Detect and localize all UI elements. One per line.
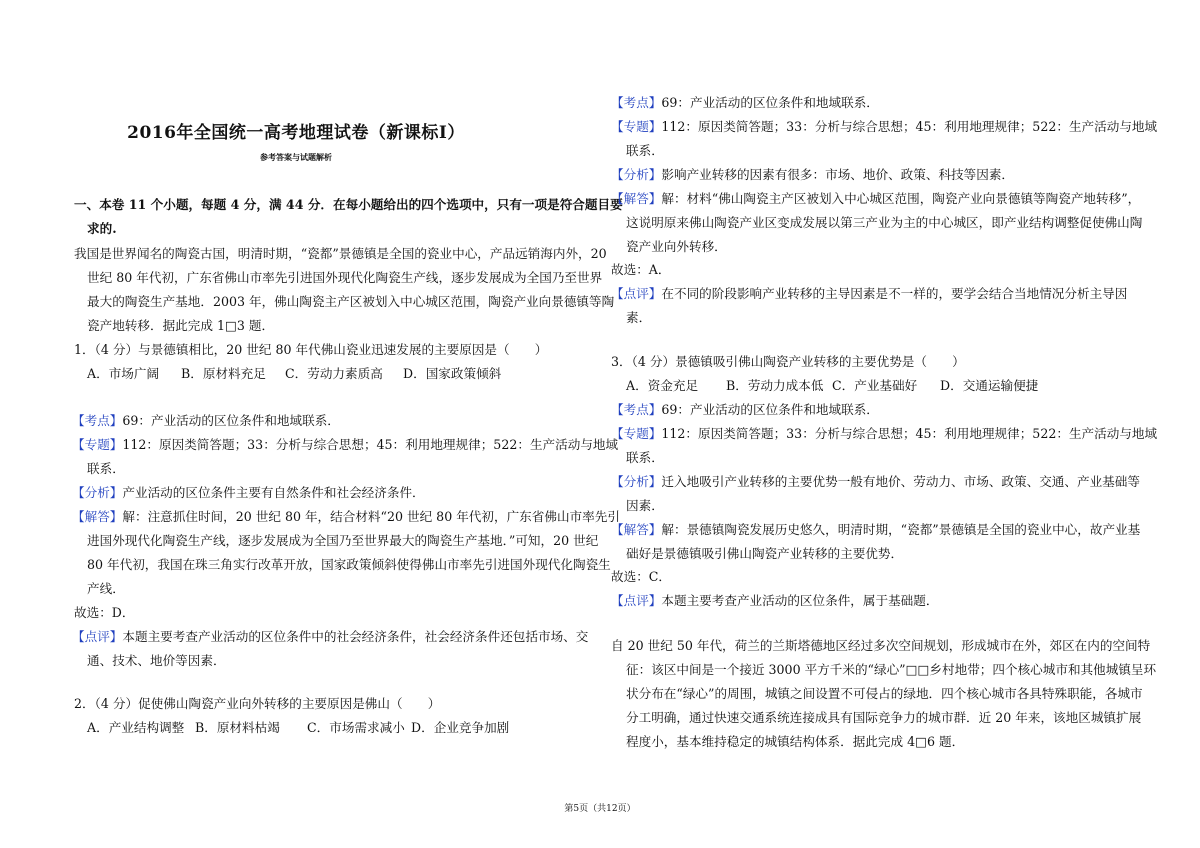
option-d: D．交通运输便捷 [940, 378, 1039, 393]
jieda-cont: 80 年代初，我国在珠三角实行改革开放，国家政策倾斜使得佛山市率先引进国外现代化陶瓷生 [87, 557, 611, 572]
intro-line: 世纪 80 年代初，广东省佛山市率先引进国外现代化陶瓷生产线，逐步发展成为全国乃至世界 [87, 270, 603, 285]
option-a: A．资金充足 [626, 378, 699, 393]
option-a: A．产业结构调整 [87, 720, 185, 735]
question-1-options [74, 362, 501, 386]
fenxi-row [611, 470, 1140, 494]
jieda-tag: 【解答】 [611, 522, 662, 537]
option-b: B．劳动力成本低 [726, 378, 824, 393]
dianping-tag: 【点评】 [72, 629, 123, 644]
zhuanti-tag: 【专题】 [72, 437, 123, 452]
kaodian-tag: 【考点】 [611, 95, 662, 110]
intro-line: 分工明确，通过快速交通系统连接成具有国际竞争力的城市群．近 20 年来，该地区城镇扩展 [626, 710, 1142, 725]
question-1-stem: 1．（4 分）与景德镇相比，20 世纪 80 年代佛山瓷业迅速发展的主要原因是（ ） [74, 342, 548, 357]
zhuanti-cont: 联系． [87, 461, 125, 476]
question-3-stem: 3．（4 分）景德镇吸引佛山陶瓷产业转移的主要优势是（ ） [611, 354, 965, 369]
jieda-text: 解：材料“佛山陶瓷主产区被划入中心城区范围，陶瓷产业向景德镇等陶瓷产地转移”， [661, 191, 1141, 206]
intro-line: 我国是世界闻名的陶瓷古国，明清时期，“瓷都”景德镇是全国的瓷业中心，产品远销海内外，20 [74, 246, 607, 261]
jieda-cont: 进国外现代化陶瓷生产线，逐步发展成为全国乃至世界最大的陶瓷生产基地．”可知，20 世纪 [87, 533, 599, 548]
zhuanti-tag: 【专题】 [611, 119, 662, 134]
jieda-row [611, 518, 1140, 542]
intro-line: 状分布在“绿心”的周围，城镇之间设置不可侵占的绿地．四个核心城市各具特殊职能，各城市 [626, 686, 1143, 701]
option-c: C．产业基础好 [832, 378, 918, 393]
intro-line: 程度小，基本维持稳定的城镇结构体系．据此完成 4□6 题． [626, 734, 965, 749]
answer-choice: 故选：D． [74, 605, 135, 620]
fenxi-text: 迁入地吸引产业转移的主要优势一般有地价、劳动力、市场、政策、交通、产业基础等 [661, 474, 1140, 489]
kaodian-tag: 【考点】 [72, 413, 123, 428]
paper-title: 2016年全国统一高考地理试卷（新课标Ⅰ） [127, 123, 465, 143]
section-heading: 一、本卷 11 个小题，每题 4 分，满 44 分．在每小题给出的四个选项中，只有一项是符合题目要 [74, 197, 623, 212]
kaodian-text: 69：产业活动的区位条件和地域联系． [661, 95, 879, 110]
jieda-cont: 瓷产业向外转移． [626, 239, 727, 254]
kaodian-text: 69：产业活动的区位条件和地域联系． [122, 413, 340, 428]
jieda-text: 解：注意抓住时间，20 世纪 80 年，结合材料“20 世纪 80 年代初，广东省佛山市率先引 [122, 509, 620, 524]
intro-line: 瓷产地转移．据此完成 1□3 题． [87, 318, 275, 333]
zhuanti-text: 112：原因类简答题；33：分析与综合思想；45：利用地理规律；522：生产活动与地域 [661, 426, 1158, 441]
dianping-cont: 素． [626, 310, 652, 325]
dianping-text: 本题主要考查产业活动的区位条件中的社会经济条件，社会经济条件还包括市场、交 [122, 629, 589, 644]
section-heading-cont: 求的. [87, 221, 117, 236]
dianping-text: 在不同的阶段影响产业转移的主导因素是不一样的，要学会结合当地情况分析主导因 [661, 286, 1128, 301]
option-c: C．劳动力素质高 [285, 366, 383, 381]
option-b: B．原材料充足 [181, 366, 266, 381]
zhuanti-tag: 【专题】 [611, 426, 662, 441]
kaodian-row [611, 91, 879, 115]
fenxi-row [72, 481, 425, 505]
jieda-cont: 产线． [87, 581, 125, 596]
kaodian-text: 69：产业活动的区位条件和地域联系． [661, 402, 879, 417]
dianping-row [72, 625, 588, 649]
option-a: A．市场广阔 [87, 366, 160, 381]
fenxi-text: 产业活动的区位条件主要有自然条件和社会经济条件． [122, 485, 425, 500]
jieda-row [611, 187, 1140, 211]
jieda-cont: 这说明原来佛山陶瓷产业区变成发展以第三产业为主的中心城区，即产业结构调整促使佛山陶 [626, 215, 1143, 230]
answer-choice: 故选：C． [611, 569, 672, 584]
intro-line: 最大的陶瓷生产基地．2003 年，佛山陶瓷主产区被划入中心城区范围，陶瓷产业向景德镇等陶 [87, 294, 615, 309]
dianping-tag: 【点评】 [611, 286, 662, 301]
intro-line: 征：该区中间是一个接近 3000 平方千米的“绿心”□□乡村地带；四个核心城市和其他城镇呈环 [626, 662, 1157, 677]
zhuanti-row [611, 115, 1157, 139]
question-3-options [613, 374, 1038, 398]
option-b: B．原材料枯竭 [195, 720, 280, 735]
zhuanti-row [611, 422, 1157, 446]
kaodian-row [72, 409, 340, 433]
option-d: D．企业竞争加剧 [411, 720, 510, 735]
fenxi-tag: 【分析】 [611, 474, 662, 489]
kaodian-tag: 【考点】 [611, 402, 662, 417]
question-2-stem: 2．（4 分）促使佛山陶瓷产业向外转移的主要原因是佛山（ ） [74, 696, 441, 711]
fenxi-tag: 【分析】 [72, 485, 123, 500]
option-c: C．市场需求减小 [307, 720, 405, 735]
dianping-text: 本题主要考查产业活动的区位条件，属于基础题． [661, 593, 939, 608]
jieda-cont: 础好是景德镇吸引佛山陶瓷产业转移的主要优势． [626, 546, 904, 561]
kaodian-row [611, 398, 879, 422]
page-footer: 第5页（共12页） [564, 804, 636, 814]
zhuanti-text: 112：原因类简答题；33：分析与综合思想；45：利用地理规律；522：生产活动与地域 [122, 437, 619, 452]
dianping-tag: 【点评】 [611, 593, 662, 608]
option-d: D．国家政策倾斜 [403, 366, 502, 381]
answer-choice: 故选：A． [611, 262, 671, 277]
question-2-options [74, 716, 509, 740]
dianping-cont: 通、技术、地价等因素． [87, 653, 226, 668]
jieda-tag: 【解答】 [72, 509, 123, 524]
jieda-tag: 【解答】 [611, 191, 662, 206]
fenxi-row [611, 163, 1014, 187]
jieda-row [72, 505, 620, 529]
zhuanti-cont: 联系． [626, 143, 664, 158]
zhuanti-row [72, 433, 618, 457]
fenxi-cont: 因素． [626, 498, 664, 513]
jieda-text: 解：景德镇陶瓷发展历史悠久，明清时期，“瓷都”景德镇是全国的瓷业中心，故产业基 [661, 522, 1141, 537]
intro-line: 自 20 世纪 50 年代，荷兰的兰斯塔德地区经过多次空间规划，形成城市在外，郊区在内的空间特 [611, 638, 1151, 653]
zhuanti-text: 112：原因类简答题；33：分析与综合思想；45：利用地理规律；522：生产活动与地域 [661, 119, 1158, 134]
dianping-row [611, 282, 1127, 306]
zhuanti-cont: 联系． [626, 450, 664, 465]
fenxi-tag: 【分析】 [611, 167, 662, 182]
dianping-row [611, 589, 938, 613]
fenxi-text: 影响产业转移的因素有很多：市场、地价、政策、科技等因素． [661, 167, 1014, 182]
paper-subtitle: 参考答案与试题解析 [260, 152, 332, 162]
